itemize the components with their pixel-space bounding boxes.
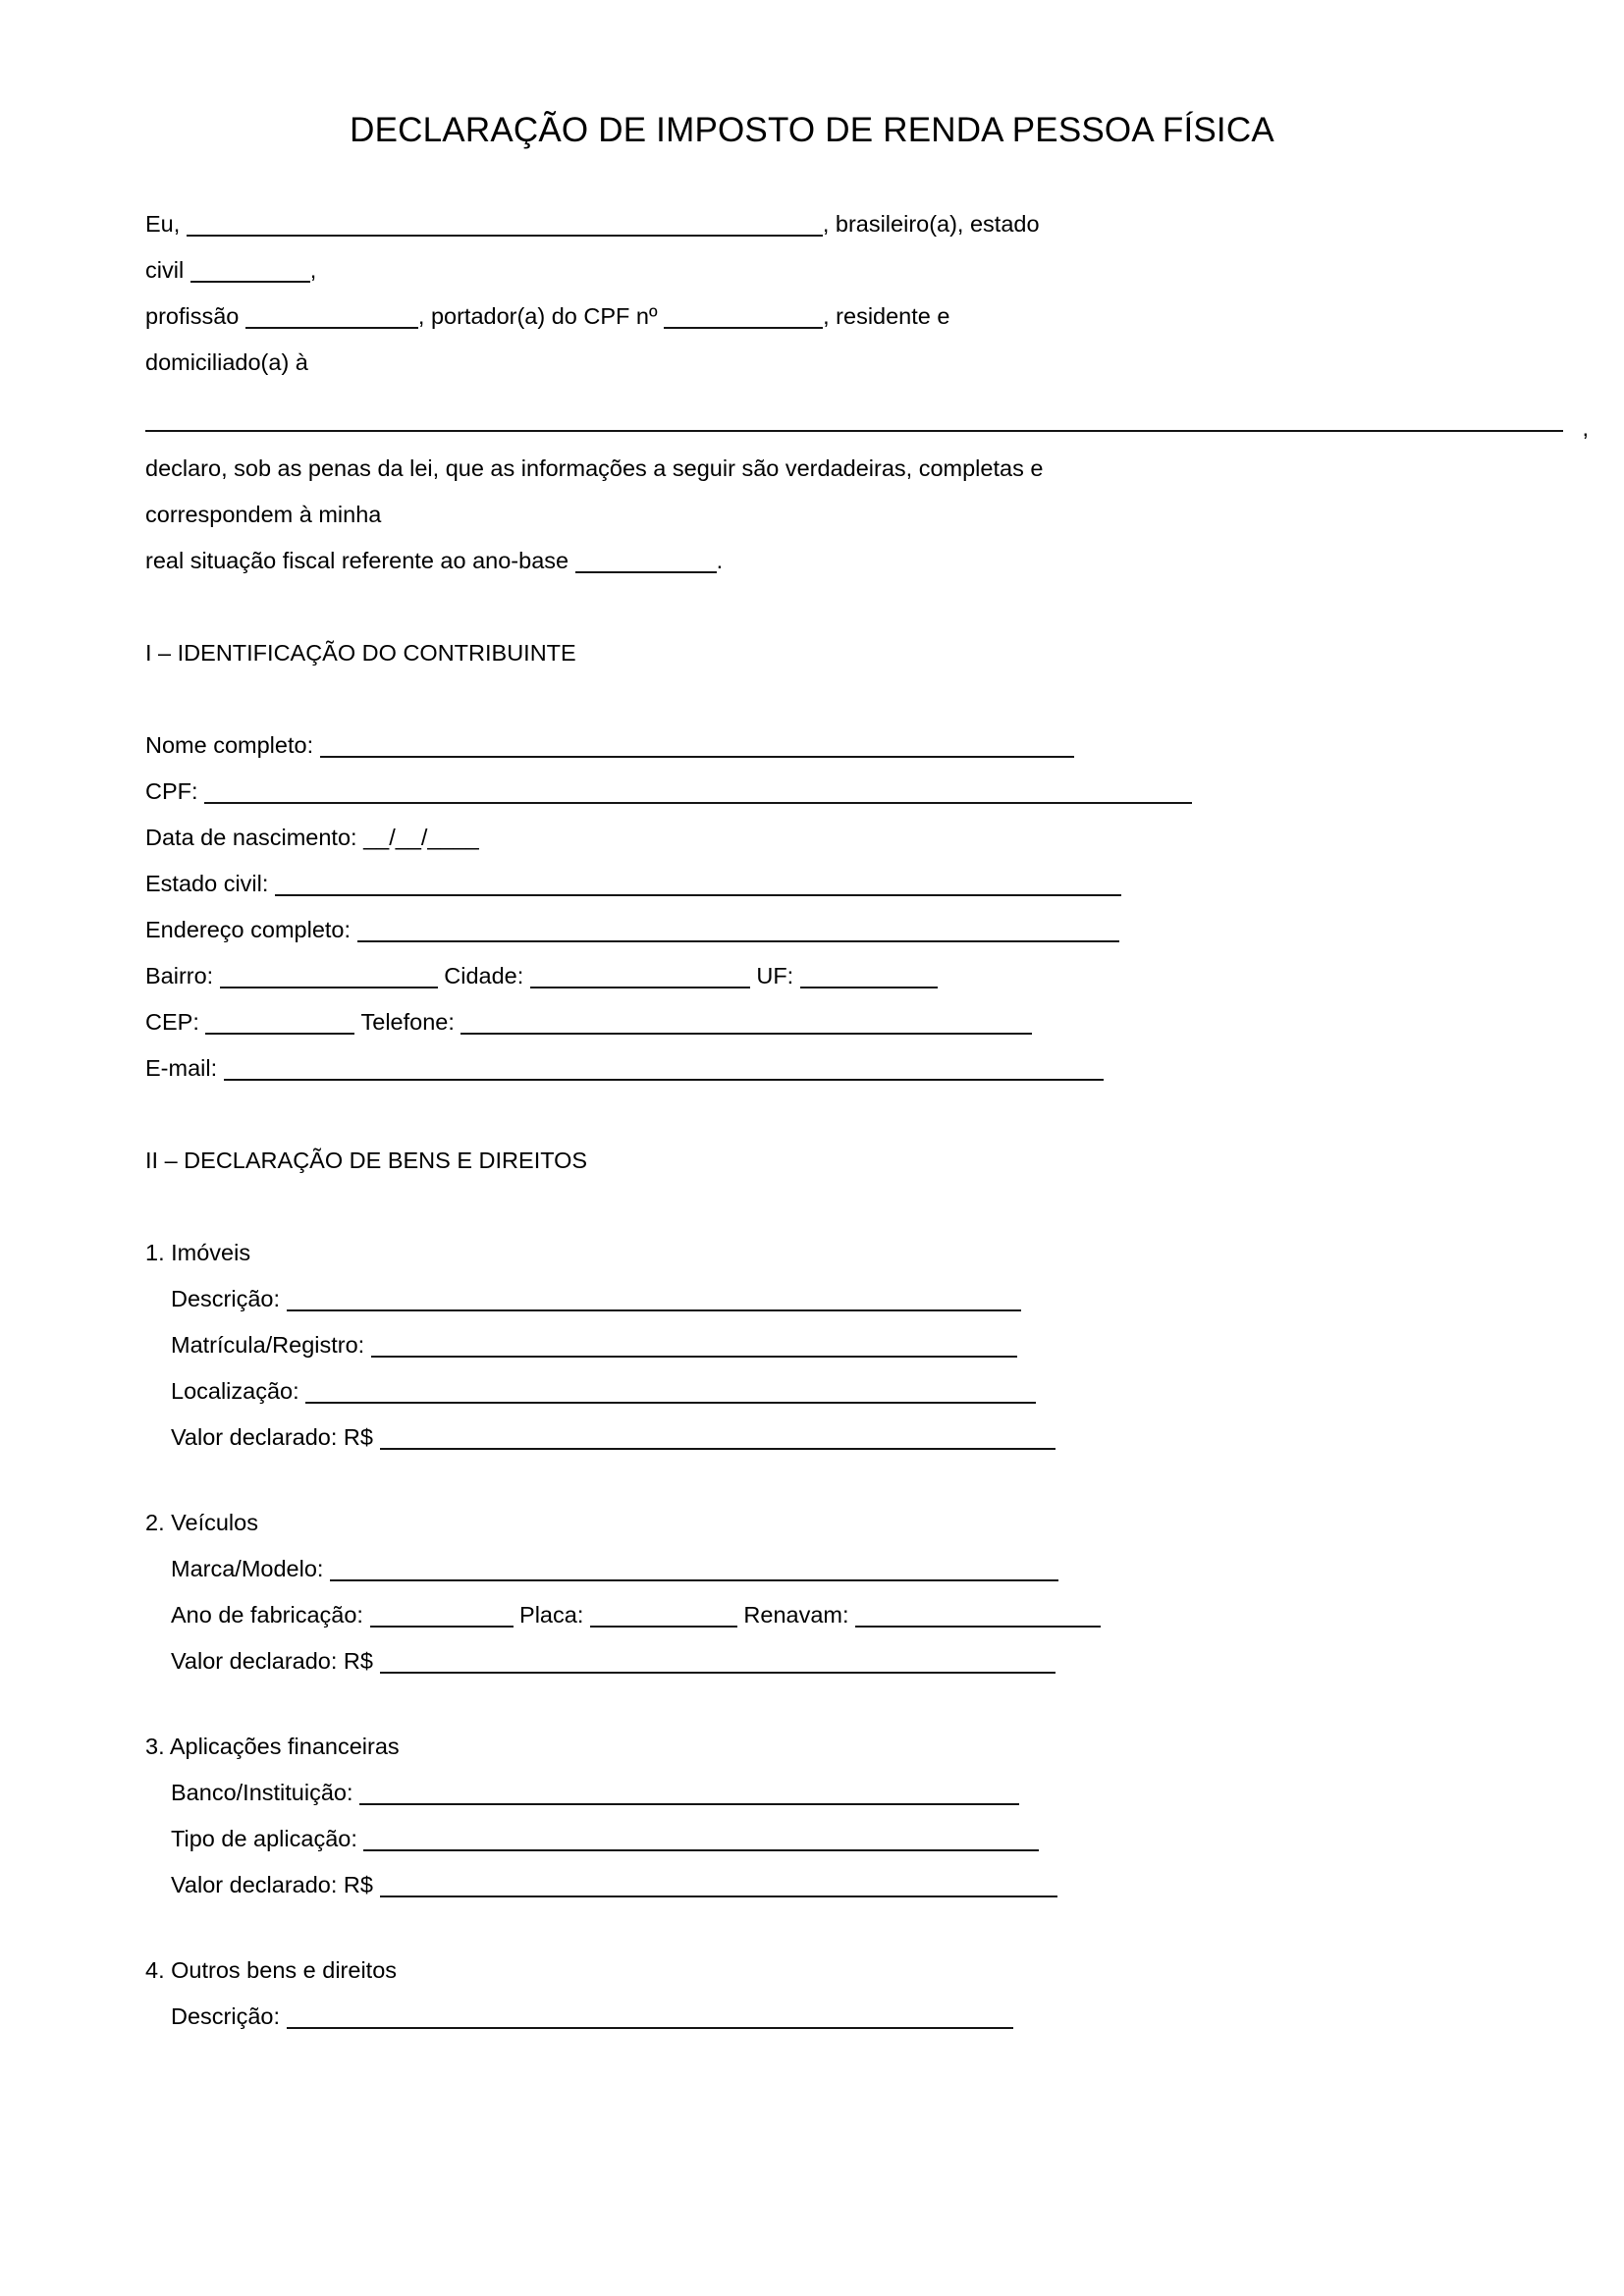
renavam-blank-rule[interactable]	[855, 1626, 1101, 1628]
field-label: Valor declarado: R$	[171, 1648, 373, 1674]
imoveis-descricao-blank-rule[interactable]	[287, 1309, 1021, 1311]
cpf-field-blank-rule[interactable]	[204, 802, 1192, 804]
uf-label: UF:	[756, 963, 794, 988]
preamble-line-1	[145, 201, 1589, 247]
telefone-blank-rule[interactable]	[460, 1033, 1032, 1035]
email-label: E-mail:	[145, 1055, 218, 1081]
address-blank-rule[interactable]	[145, 430, 1563, 432]
field-label: CPF:	[145, 778, 198, 804]
email-blank-rule[interactable]	[224, 1079, 1104, 1081]
imoveis-valor-blank-rule[interactable]	[380, 1448, 1056, 1450]
field-label: Estado civil:	[145, 871, 269, 896]
field-cpf	[145, 769, 1589, 815]
field-imoveis-localizacao	[145, 1368, 1589, 1415]
uf-blank-rule[interactable]	[800, 987, 938, 988]
field-label: Marca/Modelo:	[171, 1556, 324, 1581]
preamble-line-2	[145, 247, 1589, 294]
preamble-line-4	[145, 340, 1589, 386]
preamble-line-7-suffix: .	[716, 548, 724, 573]
section-heading-bens-direitos: II – DECLARAÇÃO DE BENS E DIREITOS	[145, 1148, 588, 1173]
aplicacoes-banco-blank-rule[interactable]	[359, 1803, 1019, 1805]
base-year-label: real situação fiscal referente ao ano-base	[145, 548, 569, 573]
field-label: Descrição:	[171, 2003, 281, 2029]
estado-civil-blank-rule[interactable]	[275, 894, 1121, 896]
imoveis-matricula-blank-rule[interactable]	[371, 1356, 1017, 1358]
endereco-blank-rule[interactable]	[357, 940, 1119, 942]
veiculos-marca-blank-rule[interactable]	[330, 1579, 1058, 1581]
spacer	[145, 386, 1589, 400]
field-endereco-completo	[145, 907, 1589, 953]
field-row-bairro-cidade-uf	[145, 953, 1589, 999]
document-body	[145, 201, 1589, 2040]
telefone-label: Telefone:	[360, 1009, 455, 1035]
item-heading-outros-bens: 4. Outros bens e direitos	[145, 1957, 398, 1983]
field-label: Localização:	[171, 1378, 299, 1404]
field-imoveis-descricao	[145, 1276, 1589, 1322]
spacer	[145, 1184, 1589, 1230]
aplicacoes-tipo-blank-rule[interactable]	[363, 1849, 1039, 1851]
bairro-label: Bairro:	[145, 963, 214, 988]
cpf-blank-rule[interactable]	[664, 327, 823, 329]
marital-status-label: civil	[145, 257, 185, 283]
marital-status-blank-rule[interactable]	[190, 281, 310, 283]
field-aplicacoes-valor	[145, 1862, 1589, 1908]
cep-blank-rule[interactable]	[205, 1033, 354, 1035]
item-heading-aplicacoes: 3. Aplicações financeiras	[145, 1734, 400, 1759]
field-row-cep-telefone	[145, 999, 1589, 1045]
data-nascimento-value[interactable]: __/__/____	[363, 825, 479, 850]
field-label: Valor declarado: R$	[171, 1872, 373, 1897]
profession-blank-rule[interactable]	[245, 327, 418, 329]
cep-label: CEP:	[145, 1009, 199, 1035]
spacer	[145, 1092, 1589, 1138]
field-veiculos-valor	[145, 1638, 1589, 1684]
field-aplicacoes-banco	[145, 1770, 1589, 1816]
spacer	[145, 1908, 1589, 1948]
field-nome-completo	[145, 722, 1589, 769]
spacer	[145, 676, 1589, 722]
field-outros-descricao	[145, 1994, 1589, 2040]
address-blank-row	[145, 400, 1589, 446]
nome-completo-blank-rule[interactable]	[320, 756, 1074, 758]
preamble-line-6: correspondem à minha	[145, 502, 382, 527]
cidade-label: Cidade:	[444, 963, 524, 988]
address-rule-tail: ,	[1582, 414, 1589, 441]
field-label: Tipo de aplicação:	[171, 1826, 357, 1851]
section-heading-identificacao: I – IDENTIFICAÇÃO DO CONTRIBUINTE	[145, 640, 576, 666]
name-blank-rule[interactable]	[187, 235, 823, 237]
field-email	[145, 1045, 1589, 1092]
field-data-nascimento	[145, 815, 1589, 861]
spacer	[145, 1461, 1589, 1500]
bairro-blank-rule[interactable]	[220, 987, 438, 988]
preamble-cpf-label: , portador(a) do CPF nº	[417, 303, 658, 329]
aplicacoes-valor-blank-rule[interactable]	[380, 1896, 1057, 1897]
item-heading-veiculos: 2. Veículos	[145, 1510, 258, 1535]
preamble-line-5: declaro, sob as penas da lei, que as informações a seguir são verdadeiras, completas e	[145, 455, 1044, 481]
preamble-eu-label: Eu,	[145, 211, 181, 237]
page-title: DECLARAÇÃO DE IMPOSTO DE RENDA PESSOA FÍSICA	[350, 111, 1274, 149]
field-label: Matrícula/Registro:	[171, 1332, 365, 1358]
field-imoveis-matricula	[145, 1322, 1589, 1368]
placa-blank-rule[interactable]	[590, 1626, 737, 1628]
field-label: Valor declarado: R$	[171, 1424, 373, 1450]
field-label: Endereço completo:	[145, 917, 352, 942]
domicile-label: domiciliado(a) à	[145, 349, 308, 375]
profession-label: profissão	[145, 303, 240, 329]
field-veiculos-marca-modelo	[145, 1546, 1589, 1592]
preamble-line-7	[145, 538, 1589, 584]
spacer	[145, 584, 1589, 630]
base-year-blank-rule[interactable]	[575, 571, 717, 573]
field-label: Data de nascimento:	[145, 825, 357, 850]
field-label: Banco/Instituição:	[171, 1780, 353, 1805]
renavam-label: Renavam:	[743, 1602, 849, 1628]
field-label: Nome completo:	[145, 732, 314, 758]
preamble-line-2-suffix: ,	[309, 257, 317, 283]
cidade-blank-rule[interactable]	[530, 987, 750, 988]
outros-descricao-blank-rule[interactable]	[287, 2027, 1013, 2029]
field-estado-civil	[145, 861, 1589, 907]
field-aplicacoes-tipo	[145, 1816, 1589, 1862]
placa-label: Placa:	[519, 1602, 584, 1628]
veiculos-valor-blank-rule[interactable]	[380, 1672, 1056, 1674]
field-row-ano-placa-renavam	[145, 1592, 1589, 1638]
item-heading-imoveis: 1. Imóveis	[145, 1240, 251, 1265]
spacer	[145, 1684, 1589, 1724]
ano-fabricacao-label: Ano de fabricação:	[171, 1602, 363, 1628]
field-imoveis-valor	[145, 1415, 1589, 1461]
preamble-line-3	[145, 294, 1589, 340]
preamble-line-3-suffix: , residente e	[823, 303, 950, 329]
ano-fabricacao-blank-rule[interactable]	[370, 1626, 514, 1628]
preamble-line-1-suffix: , brasileiro(a), estado	[822, 211, 1040, 237]
field-label: Descrição:	[171, 1286, 281, 1311]
imoveis-localizacao-blank-rule[interactable]	[305, 1402, 1036, 1404]
